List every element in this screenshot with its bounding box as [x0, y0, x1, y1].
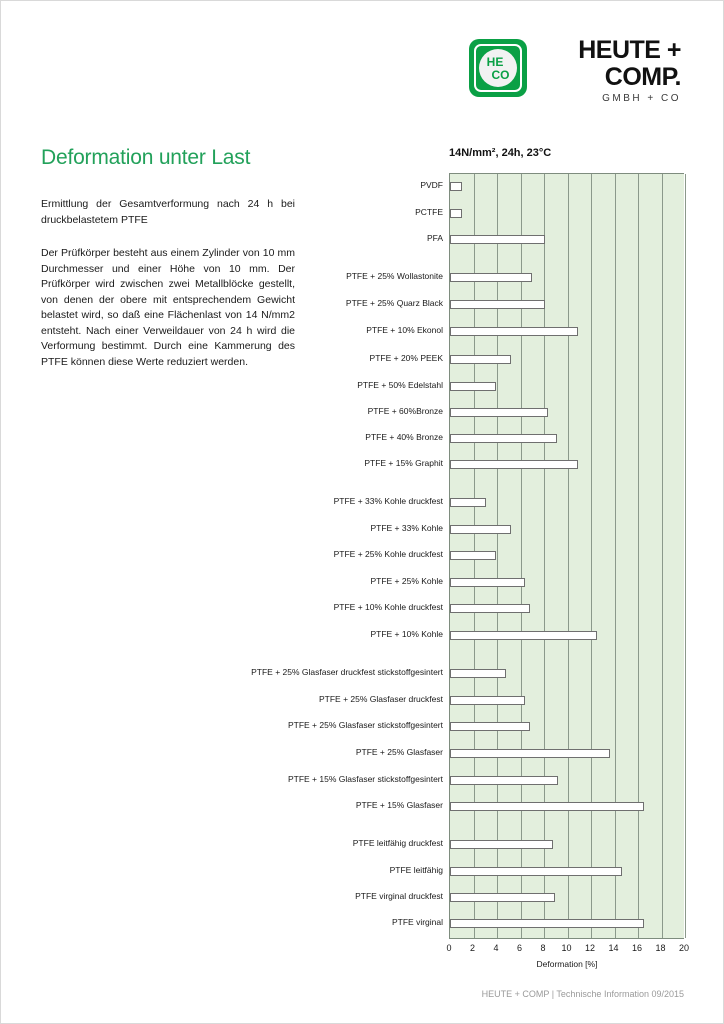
chart-x-axis-ticks [446, 943, 690, 957]
chart-category-label: PTFE + 20% PEEK [369, 353, 443, 363]
chart-category-label: PTFE + 25% Glasfaser druckfest [318, 694, 443, 704]
x-tick-label: 0 [446, 943, 452, 953]
chart-bar [450, 604, 530, 613]
x-tick-label: 18 [655, 943, 666, 953]
chart-category-label: PTFE + 33% Kohle druckfest [333, 496, 443, 506]
chart-bar [450, 209, 462, 218]
logo-wordmark [541, 37, 681, 107]
chart-bar [450, 749, 610, 758]
chart-category-label: PTFE + 10% Ekonol [366, 325, 443, 335]
page-footer: HEUTE + COMP | Technische Information 09/2015 [481, 989, 684, 999]
page-title: Deformation unter Last [41, 146, 251, 169]
logo-wordmark-line-1: HEUTE + [578, 36, 681, 64]
chart-category-label: PTFE leitfähig [389, 865, 443, 875]
chart-bar [450, 182, 462, 191]
chart-category-label: PTFE leitfähig druckfest [352, 838, 443, 848]
chart-bars [450, 174, 684, 938]
chart-bar [450, 722, 530, 731]
chart-category-label: PTFE + 10% Kohle [370, 629, 443, 639]
chart-bar [450, 434, 557, 443]
gridline [685, 174, 686, 938]
x-tick-label: 4 [493, 943, 499, 953]
chart-category-label: PTFE + 40% Bronze [365, 432, 443, 442]
chart-category-label: PTFE + 15% Graphit [364, 458, 443, 468]
chart-bar [450, 300, 545, 309]
chart-category-label: PTFE + 60%Bronze [367, 406, 443, 416]
chart-bar [450, 551, 496, 560]
chart-category-label: PTFE + 15% Glasfaser stickstoffgesintert [287, 774, 443, 784]
intro-paragraph: Ermittlung der Gesamtverformung nach 24 h bei druckbelastetem PTFE [41, 198, 295, 226]
chart-category-label: PTFE virginal [391, 917, 443, 927]
logo-wordmark-line-2: COMP. [604, 63, 681, 91]
heco-logo-mark-icon [469, 39, 527, 97]
chart-bar [450, 273, 532, 282]
chart-category-label: PTFE + 25% Glasfaser druckfest stickstoffgesintert [251, 667, 443, 677]
chart-bar [450, 355, 511, 364]
logo-mark-circle [479, 49, 517, 87]
chart-plot-area [449, 173, 684, 939]
chart-bar [450, 867, 622, 876]
chart-bar [450, 696, 525, 705]
chart-category-label: PTFE + 25% Wollastonite [346, 271, 443, 281]
chart-category-label: PTFE + 25% Quarz Black [345, 298, 443, 308]
chart-bar [450, 631, 597, 640]
chart-category-label: PTFE + 10% Kohle druckfest [333, 602, 443, 612]
chart-category-labels [181, 173, 443, 939]
chart-bar [450, 840, 553, 849]
body-paragraph: Der Prüfkörper besteht aus einem Zylinder von 10 mm Durchmesser und einer Höhe von 10 mm. Der Prüfkörper wird zwischen zwei Metallblöcke gestellt, von denen der obere mit entsprechendem Gewicht belastet wird, so daß eine Flächenlast von 14 N/mm2 entsteht. Nach einer Verweildauer von 24 h wird die Verformung bestimmt. Durch eine Kammerung des PTFE können diese Werte reduziert werden. [41, 247, 295, 368]
chart-category-label: PTFE + 15% Glasfaser [355, 800, 443, 810]
chart-bar [450, 525, 511, 534]
chart-category-label: PTFE + 25% Glasfaser [355, 747, 443, 757]
x-tick-label: 12 [584, 943, 596, 953]
chart-title: 14N/mm², 24h, 23°C [449, 147, 552, 159]
chart-category-label: PVDF [420, 180, 443, 190]
chart-bar [450, 802, 644, 811]
chart-x-axis-title: Deformation [%] [536, 959, 598, 969]
chart-category-label: PTFE + 25% Kohle [370, 576, 443, 586]
chart-bar [450, 382, 496, 391]
chart-bar [450, 776, 558, 785]
x-tick-label: 8 [540, 943, 546, 953]
x-tick-label: 20 [678, 943, 690, 953]
x-tick-label: 16 [631, 943, 643, 953]
chart-category-label: PFA [426, 233, 443, 243]
chart-bar [450, 408, 548, 417]
chart-bar [450, 578, 525, 587]
x-tick-label: 10 [561, 943, 572, 953]
logo-wordmark-line-3: GMBH + CO [602, 93, 681, 104]
chart-category-label: PTFE + 25% Kohle druckfest [333, 549, 443, 559]
chart-bar [450, 893, 555, 902]
chart-bar [450, 235, 545, 244]
chart-bar [450, 460, 578, 469]
logo-mark-text-he: HE [486, 54, 504, 69]
logo-mark-text-co: CO [491, 67, 510, 82]
chart-category-label: PTFE + 50% Edelstahl [357, 380, 443, 390]
x-tick-label: 6 [516, 943, 523, 953]
chart-bar [450, 327, 578, 336]
chart-category-label: PCTFE [415, 207, 443, 217]
x-tick-label: 14 [608, 943, 619, 953]
chart-bar [450, 669, 506, 678]
chart-category-label: PTFE virginal druckfest [355, 891, 443, 901]
chart-category-label: PTFE + 25% Glasfaser stickstoffgesintert [287, 720, 443, 730]
company-logo [469, 37, 681, 105]
chart-category-label: PTFE + 33% Kohle [370, 523, 443, 533]
x-tick-label: 2 [469, 943, 476, 953]
chart-bar [450, 498, 486, 507]
chart-bar [450, 919, 644, 928]
